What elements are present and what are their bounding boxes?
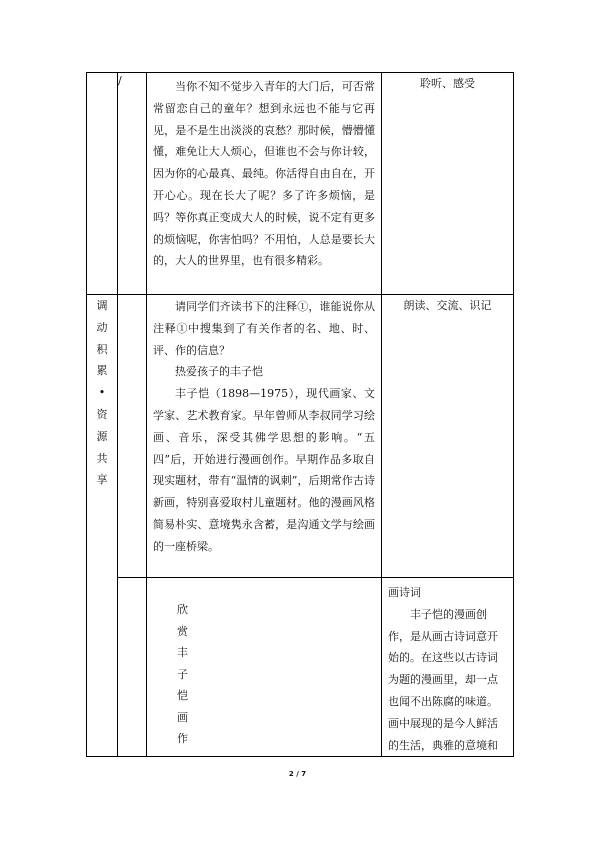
section-label-char: 源 — [96, 429, 108, 443]
activity-text: 聆听、感受 — [420, 77, 475, 90]
section-label-char: 累 — [96, 364, 108, 378]
vertical-char: 丰 — [177, 646, 188, 659]
vertical-title — [147, 578, 381, 750]
text-line: 始的。在这些以古诗词 — [388, 651, 498, 665]
text-line: 当你不知不觉步入青年的大门后，可 — [175, 80, 353, 93]
page-number: 2 / 7 — [288, 770, 307, 778]
text-line: 作，是从画古诗词意开 — [388, 629, 498, 643]
vertical-title-cell — [147, 578, 382, 757]
intro-paragraph — [147, 73, 381, 272]
table-row — [87, 295, 514, 578]
text-line: 的世界里，也有很多精彩。 — [197, 254, 329, 268]
text-line: 学习绘画、音乐，深受其佛学思想的影 — [153, 408, 376, 444]
text-line: 害怕吗？不用怕，人总是要长大的，大人 — [153, 232, 376, 268]
content-cell — [147, 295, 382, 578]
text-line: 文学家、艺术教育家。早年曾师从李叔同 — [153, 387, 375, 422]
table-row — [87, 578, 514, 757]
vertical-char: 恺 — [177, 689, 188, 702]
text-line: 请同学们齐读书下的注释①，谁能说 — [175, 300, 353, 313]
subsection-cell-empty — [118, 295, 147, 578]
text-line: 否常常留恋自己的童年？想到永远也不能 — [153, 80, 376, 115]
text-line: 期作品多取自现实题材，带有“温情的讽 — [153, 452, 376, 488]
side-note-title: 画诗词 — [388, 586, 421, 599]
vertical-char: 作 — [177, 732, 188, 745]
row-marker: / — [118, 74, 122, 87]
section-cell-empty — [87, 73, 118, 295]
side-note-cell — [382, 578, 514, 757]
text-line: 儿童题材。他的漫画风格简易朴实、意境 — [153, 496, 376, 531]
section-label-char: 享 — [96, 473, 108, 487]
text-line: 大人的时候，说不定有更多的烦恼呢，你 — [153, 210, 376, 246]
text-line: 与它再见，是不是生出淡淡的哀愁？那时 — [153, 101, 376, 137]
side-note — [382, 578, 513, 756]
vertical-char: 画 — [177, 710, 188, 724]
text-line: 呢？多了许多烦恼，是吗？等你真正变成 — [153, 188, 375, 224]
author-bio-paragraph — [147, 383, 381, 557]
section-label — [87, 295, 118, 757]
text-line: 热爱孩子的丰子恺 — [175, 365, 263, 379]
table-row — [87, 73, 514, 295]
subsection-cell-empty — [118, 578, 147, 757]
text-line: 响。“五四”后，开始进行漫画创作。早 — [153, 430, 376, 466]
activity-cell — [382, 295, 514, 578]
vertical-char: 子 — [177, 667, 188, 681]
section-label-char: 共 — [96, 451, 108, 465]
section-label-char: 资 — [96, 407, 108, 421]
lesson-plan-table — [86, 72, 514, 757]
text-line: 的生活，典雅的意境和 — [388, 738, 498, 752]
text-line: 不会与你计较，因为你的心最真、最纯。 — [153, 145, 376, 181]
text-line: 为题的漫画里，却一点 — [388, 673, 498, 687]
text-line: 候，懵懵懂懂，难免让大人烦心，但谁也 — [153, 123, 375, 159]
text-line: 隽永含蓄，是沟通文学与绘画的一座桥 — [153, 517, 376, 553]
text-line: 你从注释①中搜集到了有关作者的名、 — [153, 300, 376, 335]
content-cell — [147, 73, 382, 295]
text-line: 梁。 — [197, 539, 219, 553]
subsection-cell-empty — [118, 73, 147, 295]
text-line: 你活得自由自在，开开心心。现在长大了 — [153, 167, 376, 202]
activity-text: 朗读、交流、识记 — [403, 299, 492, 312]
section-label-char: 积 — [96, 342, 108, 356]
activity-cell — [382, 73, 514, 295]
vertical-char: 欣 — [177, 603, 188, 616]
text-line: 画中展现的是今人鲜活 — [388, 716, 498, 730]
text-line: 地、时、评、作的信息？ — [153, 321, 376, 357]
author-paragraph — [147, 295, 381, 361]
vertical-char: 赏 — [177, 624, 188, 638]
text-line: 丰子恺的漫画创 — [410, 607, 487, 621]
section-label-char: • — [98, 386, 106, 400]
section-label-char: 动 — [96, 320, 108, 334]
text-line: 丰子恺（1898—1975），现代画家、 — [175, 387, 364, 401]
author-heading — [147, 361, 381, 383]
text-line: 刺”，后期常作古诗新画，特别喜爱取村 — [153, 474, 376, 510]
section-label-char: 调 — [96, 299, 108, 312]
text-line: 也闻不出陈腐的味道。 — [388, 694, 498, 708]
